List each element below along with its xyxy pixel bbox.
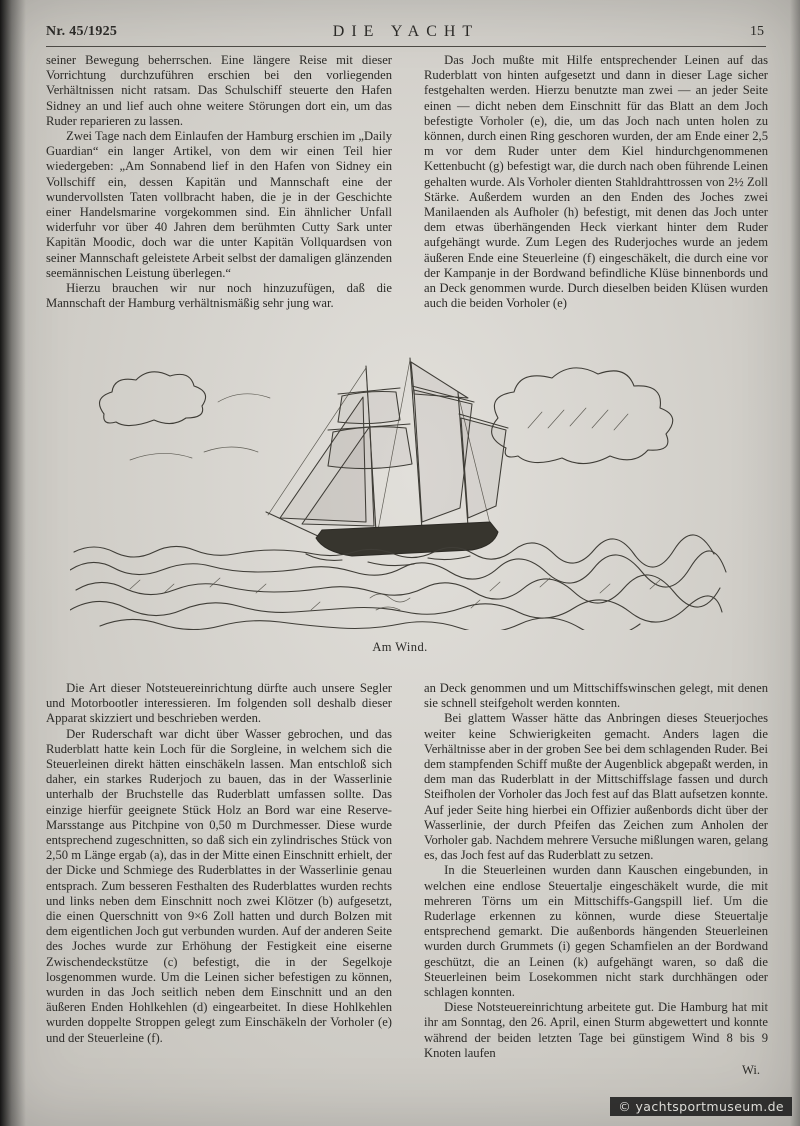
page-header	[46, 24, 766, 46]
paragraph: Die Art dieser Notsteuereinrichtung dürfte auch unsere Segler und Motorbootler interessieren. Im folgenden soll deshalb dieser Apparat skizziert und beschrieben werden.	[46, 681, 392, 726]
paragraph: an Deck genommen und um Mittschiffswinschen gelegt, mit denen sie schnell steifgeholt werden konnten.	[424, 681, 768, 711]
header-rule	[46, 46, 766, 47]
watermark: © yachtsportmuseum.de	[610, 1097, 792, 1116]
ship-figure	[40, 340, 760, 655]
right-column-bottom	[424, 681, 768, 1078]
paragraph: In die Steuerleinen wurden dann Kauschen eingebunden, in welchen eine endlose Steuertalje eingeschäkelt wurde, die mit mehreren Törns um ein Mittschiffs-Gangspill lief. Um die Ruderlage erkennen zu können, wurde diese Steuertalje entsprechend gemarkt. Die außenbords hängenden Steuerleinen wurden durch Grummets (i) gegen Schamfielen an der Bordwand geschützt, die an Leinen (k) aufgehängt waren, so daß die Steuerleinen beim Losekommen nicht stark durchhängen oder schlagen konnten.	[424, 863, 768, 1000]
left-column-top	[46, 53, 392, 311]
left-column-bottom	[46, 681, 392, 1046]
paragraph: Das Joch mußte mit Hilfe entsprechender Leinen auf das Ruderblatt von hinten aufgesetzt und dann in dieser Lage sicher festgehalten werden. Hierzu benutzte man zwei — an jeder Seite einen — dicht neben dem Einschnitt für das Blatt an dem Joch befestigte Vorholer (e), die, um das Joch nach unten holen zu können, durch einen Ring geschoren wurden, der am Ende einer 2,5 m vor dem Ruder unter dem Kiel hindurchgenommenen Kettenbucht (g) befestigt war, die durch nach oben führende Leinen gehalten wurde. Als Vorholer dienten Stahldrahttrossen von 2½ Zoll Stärke. Außerdem wurden an den Enden des Joches zwei Manilaenden als Aufholer (h) befestigt, mit denen das Joch unter dem etwas überhängenden Heck vierkant hinter dem Ruder aufgehängt wurde. Zum Legen des Ruderjoches wurde an jedem äußeren Ende eine Steuerleine (f) eingeschäkelt, die durch eine vor der Kampanje in der Bordwand befindliche Klüse binnenbords und an Deck genommen wurde. Durch dieselben beiden Klüsen wurden auch die beiden Vorholer (e)	[424, 53, 768, 311]
page-number: 15	[750, 24, 764, 39]
paragraph: seiner Bewegung beherrschen. Eine längere Reise mit dieser Vorrichtung durchzuführen erschien bei den vorliegenden Verhältnissen nicht ratsam. Das Schulschiff steuerte den Hafen Sidney an und lief auch ohne weitere Störungen dort ein, um das Ruder reparieren zu lassen.	[46, 53, 392, 128]
binding-shadow	[0, 0, 26, 1126]
paragraph: Diese Notsteuereinrichtung arbeitete gut. Die Hamburg hat mit ihr am Sonntag, den 26. April, einen Sturm abgewettert und konnte während der beiden letzten Tage bei günstigem Wind 8 bis 9 Knoten laufen	[424, 1000, 768, 1060]
author-mark: Wi.	[741, 1063, 760, 1078]
journal-title: DIE YACHT	[332, 23, 480, 40]
paragraph: Hierzu brauchen wir nur noch hinzuzufügen, daß die Mannschaft der Hamburg verhältnismäßig sehr jung war.	[46, 281, 392, 311]
issue-number: Nr. 45/1925	[46, 24, 118, 39]
figure-caption: Am Wind.	[372, 640, 428, 654]
paragraph: Zwei Tage nach dem Einlaufen der Hamburg erschien im „Daily Guardian“ ein langer Artikel, von dem wir einen Teil hier wiedergeben: „Am Sonnabend lief in den Hafen von Sidney ein Vollschiff ein, dessen Kapitän und Mannschaft eine der wundervollsten Taten vollbracht haben, die je in der Geschichte einer Handelsmarine vorgekommen sind. Ein ähnlicher Unfall widerfuhr vor über 40 Jahren dem berühmten Cutty Sark unter Kapitän Moodic, doch war die unter Kapitän Vollquardsen von seiner Mannschaft geleistete Arbeit selbst der damaligen glänzenden seemännischen Leistung überlegen.“	[46, 129, 392, 280]
paragraph: Bei glattem Wasser hätte das Anbringen dieses Steuerjoches weiter keine Schwierigkeiten gemacht. Anders lagen die Verhältnisse aber in der groben See bei dem schlagenden Ruder. Bei dem stampfenden Schiff mußte der Augenblick abgepaßt werden, in dem man das Ruderblatt in der Mittschiffslage fassen und durch Steifholen der Vorholer das Joch fest auf das Blatt aufsetzen konnte. Auf jeder Seite hing hierbei ein Offizier außenbords dicht über der Wasserlinie, der durch Pfeifen das Zeichen zum Anholen der Vorholer gab. Nachdem mehrere Versuche mißlungen waren, gelang es, das Joch fest auf das Ruderblatt zu setzen.	[424, 711, 768, 863]
paragraph: Der Ruderschaft war dicht über Wasser gebrochen, und das Ruderblatt hatte kein Loch für die Sorgleine, in welchem sich die Steuerleinen direkt hätten einschäkeln lassen. Man entschloß sich daher, ein starkes Ruderjoch zu bauen, das in der Wasserlinie unterhalb der Bruchstelle das Ruderblatt umfassen sollte. Das einzige hierfür geeignete Stück Holz an Bord war eine Reserve-Marsstange aus Pitchpine von 0,50 m Durchmesser. Diese wurde entsprechend zugeschnitten, so daß sich ein zylindrisches Stück von 2,50 m Länge ergab (a), das in der Mitte einen Einschnitt erhielt, der der Dicke und Schmiege des Ruderblattes in der Wasserlinie genau entsprach. Zum besseren Festhalten des Ruderblattes wurden rechts und links neben dem Einschnitt noch zwei Klötzer (b) aufgesetzt, die einen Querschnitt von 9×6 Zoll hatten und durch Bolzen mit dem eigentlichen Joch gut verbunden wurden. Auf der anderen Seite des Joches wurde zur Erhöhung der Festigkeit eine eiserne Zwischendeckstütze (c) befestigt, die in der Segelkoje losgenommen wurde. Um die Leinen sicher befestigen zu können, wurden in das Joch seitlich neben dem Einschnitt und an den äußeren Enden Hohlkehlen (d) eingearbeitet. In diese Hohlkehlen wurden doppelte Stroppen gelegt zum Einschäkeln der Vorholer (e) und der Steuerleine (f).	[46, 726, 392, 1045]
page-edge-shadow	[790, 0, 800, 1126]
sailing-ship-illustration	[70, 340, 730, 630]
cloud-icon	[492, 368, 673, 464]
cloud-icon	[100, 372, 206, 426]
right-column-top	[424, 53, 768, 311]
